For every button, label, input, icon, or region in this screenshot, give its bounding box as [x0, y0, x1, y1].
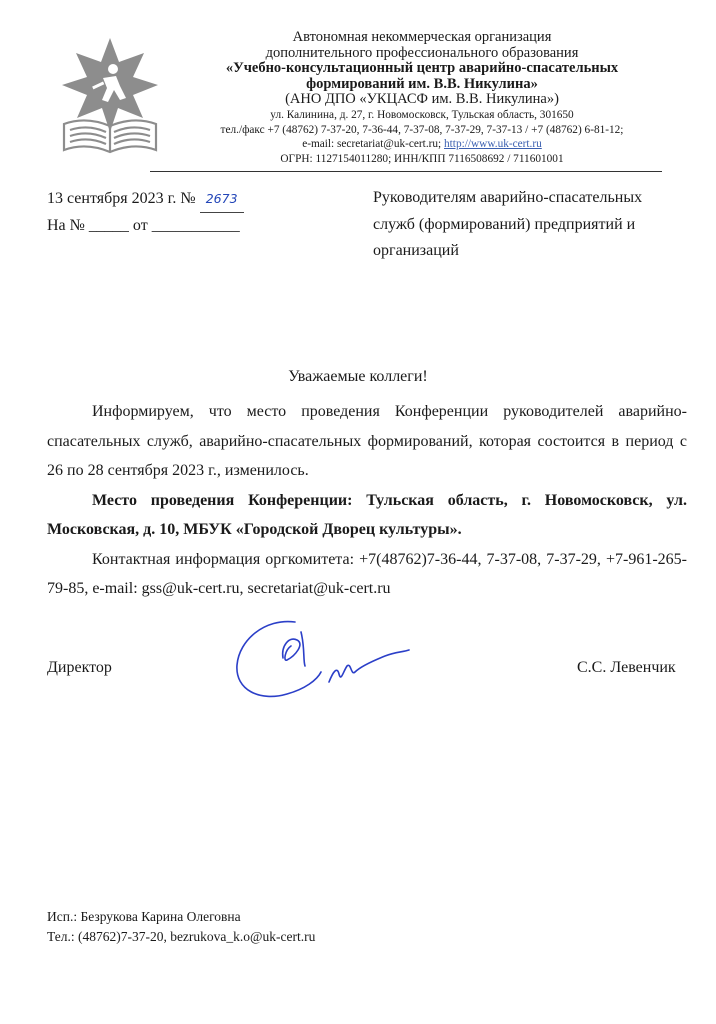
org-registry: ОГРН: 1127154011280; ИНН/КПП 7116508692 / 711601001 [280, 152, 564, 165]
greeting: Уважаемые коллеги! [288, 368, 428, 385]
paragraph-venue: Место проведения Конференции: Тульская область, г. Новомосковск, ул. Московская, д. 10, МБУК «Городской Дворец культуры». [47, 491, 687, 538]
org-name-line-2: формирований им. В.В. Никулина» [306, 75, 538, 92]
letterhead-divider [150, 171, 662, 172]
org-name-line-1: «Учебно-консультационный центр аварийно-спасательных [225, 60, 619, 77]
paragraph-contacts: Контактная информация оргкомитета: +7(48762)7-36-44, 7-37-08, 7-37-29, +7-961-265-79-85, e-mail: gss@uk-cert.ru, secretariat@uk-cert.ru [47, 550, 687, 597]
letterhead [180, 30, 664, 166]
date-line [47, 186, 244, 213]
org-education-line: дополнительного профессионального образования [265, 44, 579, 61]
org-website-link[interactable]: http://www.uk-cert.ru [444, 138, 542, 151]
signatory-name: С.С. Левенчик [577, 659, 676, 676]
org-short-name: (АНО ДПО «УКЦАСФ им. В.В. Никулина») [285, 91, 559, 108]
executor-name: Исп.: Безрукова Карина Олеговна [47, 909, 241, 924]
reply-line: На № _____ от ___________ [47, 217, 240, 234]
executor-phone: Тел.: (48762)7-37-20, bezrukova_k.o@uk-cert.ru [47, 929, 316, 944]
registration-number: 2673 [200, 186, 244, 213]
addressee: Руководителям аварийно-спасательных служб (формирований) предприятий и организаций [373, 189, 643, 259]
org-phones: тел./факс +7 (48762) 7-37-20, 7-36-44, 7-37-08, 7-37-29, 7-37-13 / +7 (48762) 6-81-12; [220, 123, 624, 136]
letter-body [47, 397, 687, 604]
signatory-title: Директор [47, 659, 112, 676]
executor-info [47, 907, 315, 947]
handwritten-signature [225, 610, 425, 705]
organization-logo-icon [56, 38, 164, 156]
paragraph-change-notice: Информируем, что место проведения Конференции руководителей аварийно-спасательных служб, аварийно-спасательных формирований, которая состоится в период с 26 по 28 сентября 2023 г., изменилось. [47, 403, 687, 479]
org-email: e-mail: secretariat@uk-cert.ru; [302, 138, 445, 151]
org-type-line: Автономная некоммерческая организация [292, 29, 552, 45]
org-address: ул. Калинина, д. 27, г. Новомосковск, Тульская область, 301650 [270, 108, 574, 121]
org-contacts [180, 137, 664, 152]
letter-meta [47, 186, 244, 239]
date-text: 13 сентября 2023 г. № [47, 190, 200, 207]
